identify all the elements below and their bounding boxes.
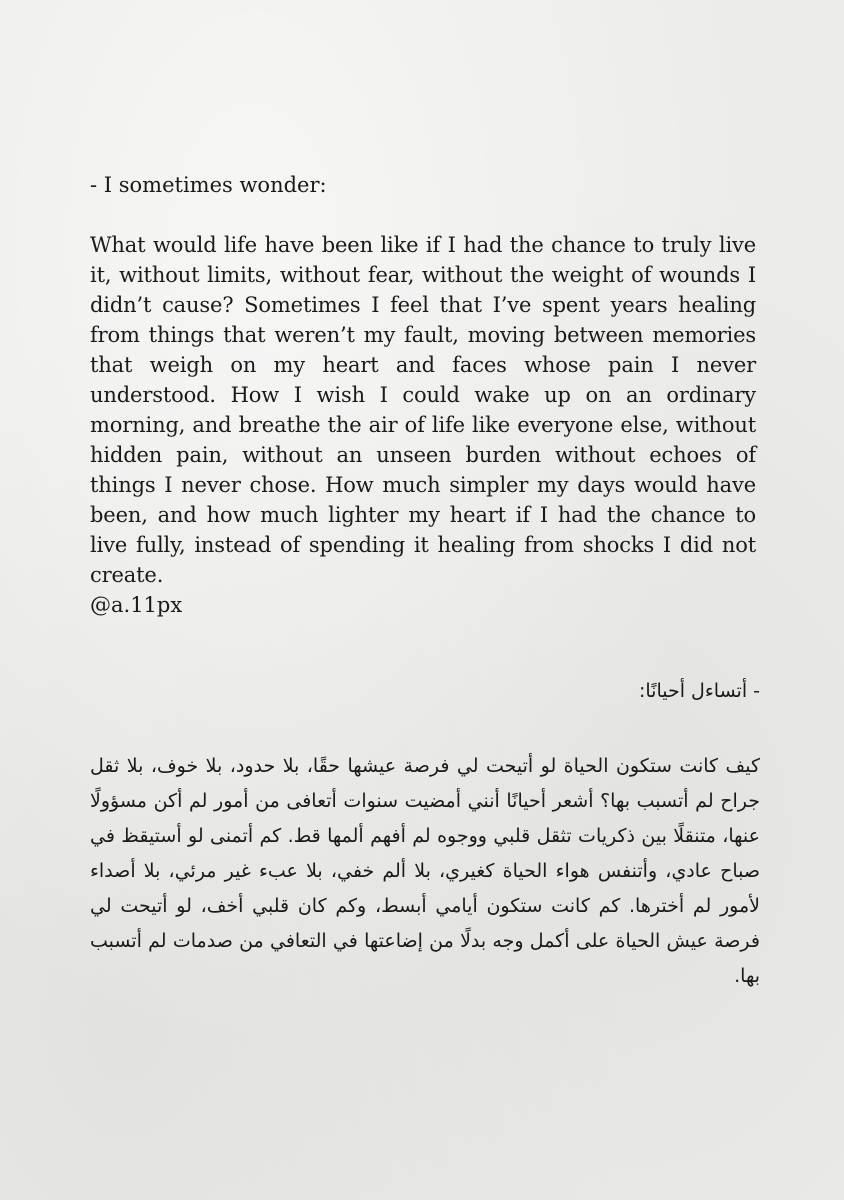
arabic-heading: - أتساءل أحيانًا: bbox=[638, 680, 760, 702]
arabic-text-block bbox=[90, 674, 760, 994]
author-handle: @a.11px bbox=[90, 593, 183, 617]
english-heading: - I sometimes wonder: bbox=[90, 173, 327, 197]
arabic-paragraph: كيف كانت ستكون الحياة لو أتيحت لي فرصة عيشها حقًا، بلا حدود، بلا خوف، بلا ثقل جراح لم أتسبب بها؟ أشعر أحيانًا أنني أمضيت سنوات أتعافى من أمور لم أكن مسؤولًا عنها، متنقلًا بين ذكريات تثقل قلبي ووجوه لم أفهم ألمها قط. كم أتمنى لو أستيقظ في صباح عادي، وأتنفس هواء الحياة كغيري، بلا ألم خفي، بلا عبء غير مرئي، بلا أصداء لأمور لم أخترها. كم كانت ستكون أيامي أبسط، وكم كان قلبي أخف، لو أتيحت لي فرصة عيش الحياة على أكمل وجه بدلًا من إضاعتها في التعافي من صدمات لم أتسبب بها. bbox=[90, 755, 760, 987]
english-paragraph: What would life have been like if I had the chance to truly live it, without limits, without fear, without the weight of wounds I didn’t cause? Sometimes I feel that I’ve spent years healing from things that weren’t my fault, moving between memories that weigh on my heart and faces whose pain I never understood. How I wish I could wake up on an ordinary morning, and breathe the air of life like everyone else, without hidden pain, without an unseen burden without echoes of things I never chose. How much simpler my days would have been, and how much lighter my heart if I had the chance to live fully, instead of spending it healing from shocks I did not create. bbox=[90, 233, 756, 587]
english-text-block bbox=[90, 170, 756, 620]
